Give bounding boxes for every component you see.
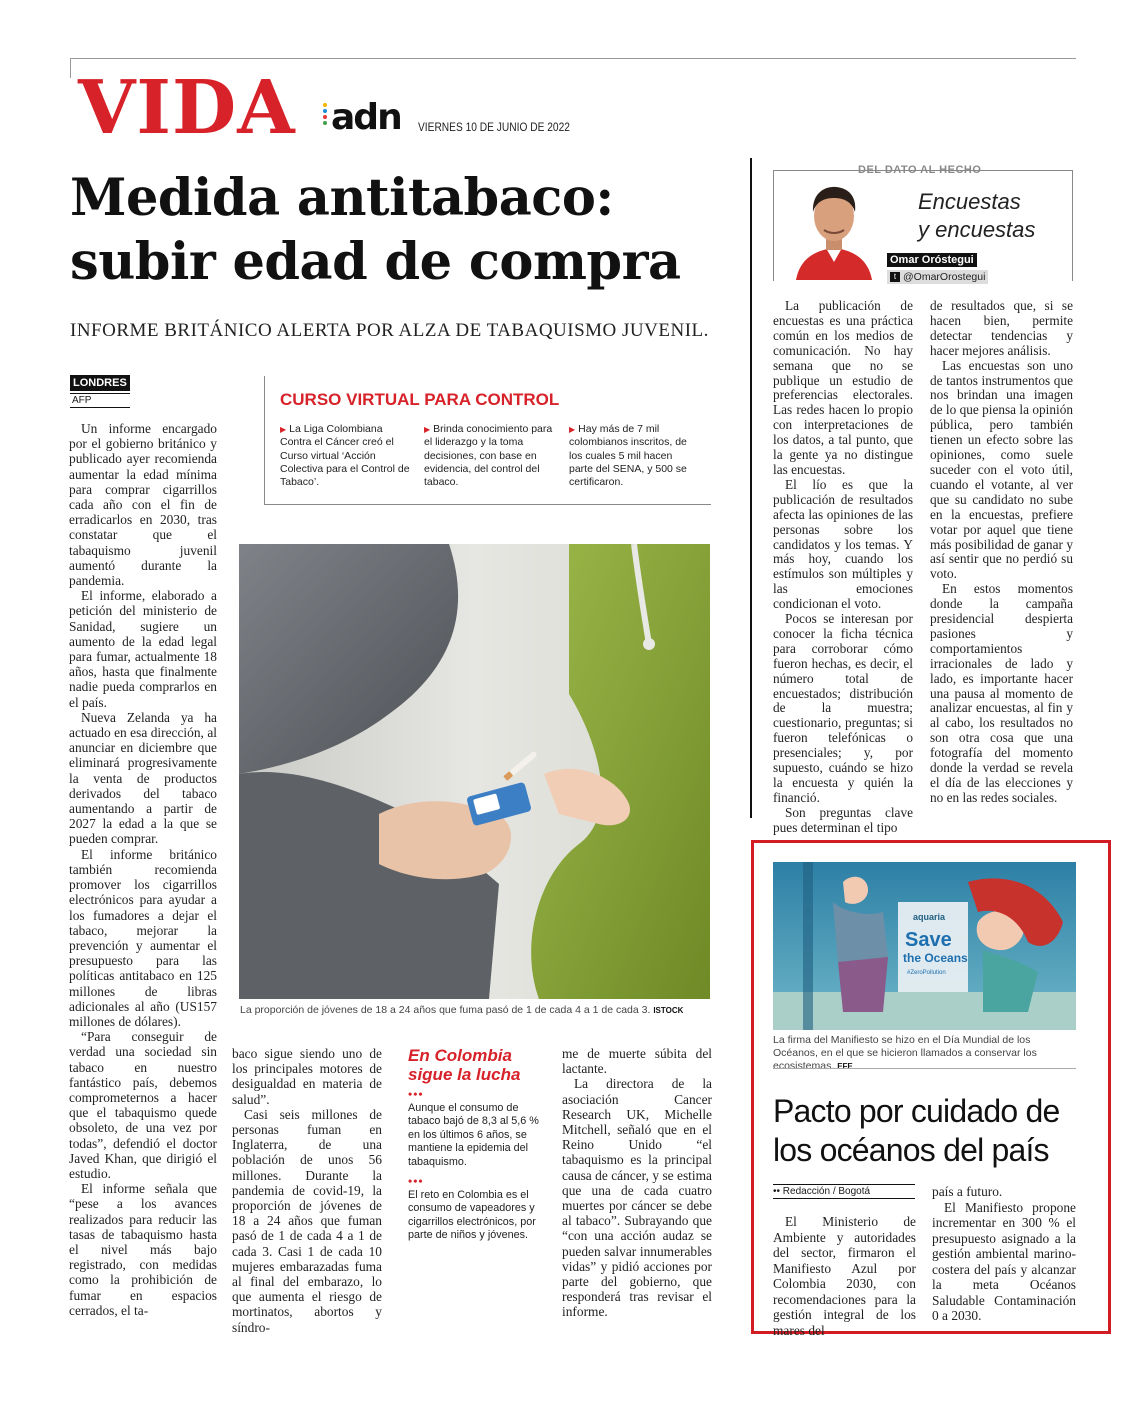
paragraph: Casi seis millones de personas fuman en Inglaterra, de una población de unos 56 millones. Durante la pandemia de covid-19, la proporción de jóvenes de 18 a 24 años que fuman pasó de 1 de cada 4 a 1 de cada 3. Casi 1 de cada 10 mujeres embarazadas fuma al final del embarazo, lo que aumenta el riesgo de mortinatos, abortos y síndro- [232,1106,382,1335]
colombia-sidebar [408,1046,546,1249]
curso-bullet: ▶ Brinda conocimiento para el liderazgo y la toma decisiones, con base en evidencia, del control del tabaco. [424,423,553,489]
author-photo [786,176,882,280]
triangle-bullet-icon: ▶ [280,425,287,434]
colombia-title-2: sigue la lucha [408,1065,521,1084]
opinion-divider [750,158,752,818]
curso-box-title: CURSO VIRTUAL PARA CONTROL [280,390,560,409]
paragraph: El lío es que la publicación de resultados afecta las opiniones de las personas sobre los candidatos y los temas. Y más hoy, cuando los estímulos son múltiples y las emociones condicionan el voto. [773,476,913,612]
dots-separator: ••• [408,1174,424,1189]
paragraph: El informe señala que “pese a los avances realizados para reducir las tasas de tabaquismo hasta el nivel más bajo registrado, con medidas como la prohibición de fumar en espacios cerrados, el ta- [69,1181,217,1318]
sign-tag: #ZeroPollution [907,970,946,976]
curso-bullet: ▶ La Liga Colombiana Contra el Cáncer creó el Curso virtual ‘Acción Colectiva para el Control de Tabaco’. [280,423,410,489]
article-column-3 [562,1046,712,1320]
paragraph: El informe, elaborado a petición del ministerio de Sanidad, sugiere un aumento de la edad legal para fumar, actualmente 18 años, hasta que finalmente nadie pueda comprarlos en el país. [69,588,217,710]
adn-logo: adn [331,97,401,138]
oceans-caption: La firma del Manifiesto se hizo en el Día Mundial de los Océanos, en el que se hicieron llamados a conservar los ecosistemas. EFE [773,1034,1037,1072]
opinion-section-label: DEL DATO AL HECHO [858,164,982,176]
paragraph: La publicación de encuestas es una práctica común en los medios de comunicación. No hay semana que no se publique un estudio de preferencias electorales. Las redes hacen lo propio con interpretaciones de los datos, a tal punto, que la gente ya no distingue las encuestas. [773,298,913,477]
pacto-column-1 [773,1214,916,1338]
sign-brand: aquaria [913,912,946,922]
news-agency: AFP [70,393,130,408]
issue-date: VIERNES 10 DE JUNIO DE 2022 [418,120,570,134]
top-rule-corner [70,58,71,78]
dots-separator: ••• [408,1087,424,1101]
paragraph: de resultados que, si se hacen bien, permite detectar tendencias y hacer mejores análisis. [930,298,1073,358]
pacto-headline: Pacto por cuidado de los océanos del país [773,1093,1060,1168]
author-handle: t @OmarOrostegui [887,270,988,284]
article-photo-cigarettes [239,544,710,999]
headline-line-1: Medida antitabaco: [70,168,614,228]
photo-caption: La proporción de jóvenes de 18 a 24 años que fuma pasó de 1 de cada 4 a 1 de cada 3. ISTOCK [240,1004,684,1016]
paragraph: El informe británico también recomienda promover los cigarrillos electrónicos para ayudar a los fumadores a dejar el tabaco, mejorar la prevención y aumentar el presupuesto para las políticas antitabaco en 125 millones de libras adicionales al año (US157 millones de dólares). [69,846,217,1029]
opinion-column-1 [773,299,913,836]
main-headline [70,166,750,294]
article-kicker: INFORME BRITÁNICO ALERTA POR ALZA DE TABAQUISMO JUVENIL. [70,320,709,341]
triangle-bullet-icon: ▶ [569,425,576,434]
opinion-title: Encuestas y encuestas [918,189,1036,242]
article-column-1 [69,421,217,1318]
caption-rule [773,1068,1076,1069]
sign-line-1: Save [905,929,952,951]
logo-dots [323,103,329,127]
paragraph: país a futuro. [932,1184,1003,1199]
top-rule [70,58,1076,59]
paragraph: Las encuestas son uno de tantos instrumentos que nos brindan una imagen de lo que piensa la opinión pública, pero también tienen un efecto sobre las opiniones, como suele suceder con el voto útil, cuando el votante, al ver que su candidato no sube en la encuestas, prefiere votar por aquel que tiene más posibilidad de ganar y así sentir que no perdió su voto. [930,357,1073,582]
section-title: VIDA [78,65,296,151]
paragraph: En estos momentos donde la campaña presidencial despierta pasiones y comportamientos irracionales de lado y lado, es importante hacer una pausa al momento de analizar encuestas, al fin y al cabo, los resultados no son otra cosa que una fotografía del momento donde la verdad se revela el día de las elecciones y no en las redes sociales. [930,581,1073,805]
author-name: Omar Oróstegui [887,253,977,267]
paragraph: Pocos se interesan por conocer la ficha técnica para corroborar cómo fueron hechas, es decir, el número total de encuestados; distribución de la muestra; cuestionario, preguntas; si fueron telefónicas o presenciales; y, por supuesto, cuándo se hizo la encuesta y quién la financió. [773,611,913,805]
dateline-place: LONDRES [70,375,130,391]
colombia-item: El reto en Colombia es el consumo de vapeadores y cigarrillos electrónicos, por parte de niños y jóvenes. [408,1189,536,1242]
oceans-photo [773,862,1076,1030]
sign-line-2: the Oceans [903,951,968,965]
paragraph: Nueva Zelanda ya ha actuado en esa dirección, al anunciar en diciembre que eliminará progresivamente la venta de productos derivados del tabaco aumentando a partir de 2027 la edad a la que se pueden comprar. [69,709,217,847]
paragraph: “Para conseguir de verdad una sociedad sin tabaco en nuestro fantástico país, debemos comprometernos a hacer que el tabaquismo quede obsoleto, de una vez por todas”, defendió el doctor Javed Khan, que dirigió el estudio. [69,1029,217,1181]
curso-bullet: ▶ Hay más de 7 mil colombianos inscritos, de los cuales 5 mil hacen parte del SENA, y 500 se certificaron. [569,423,687,489]
paragraph: El Ministerio de Ambiente y autoridades del sector, firmaron el Manifiesto Azul por Colombia 2030, con recomendaciones para la gestión integral de los mares del [773,1214,916,1338]
pacto-column-2 [932,1184,1076,1324]
photo-illustration [773,862,1076,1030]
photo-credit: ISTOCK [653,1006,684,1015]
photo-illustration [239,544,710,999]
opinion-column-2 [930,299,1073,806]
photo-credit: EFE [837,1062,853,1071]
paragraph: El Manifiesto propone incrementar en 300 % el presupuesto asignado a la gestión ambiental marino-costera del país y alcanzar la meta Océanos Saludable Contaminación 0 a 2030. [932,1199,1076,1323]
twitter-icon: t [890,272,900,282]
article-column-2 [232,1046,382,1335]
headline-line-2: subir edad de compra [70,232,681,292]
byline-dots: •• [773,1186,781,1197]
paragraph: me de muerte súbita del lactante. [562,1046,712,1077]
paragraph: baco sigue siendo uno de los principales motores de desigualdad en materia de salud”. [232,1046,382,1107]
triangle-bullet-icon: ▶ [424,425,431,434]
paragraph: Son preguntas clave pues determinan el tipo [773,804,913,835]
paragraph: Un informe encargado por el gobierno británico y publicado ayer recomienda aumentar la edad mínima para comprar cigarrillos cada año con el fin de erradicarlos en 2030, tras constatar que el tabaquismo juvenil aumentó durante la pandemia. [69,421,217,589]
paragraph: La directora de la asociación Cancer Research UK, Michelle Mitchell, señaló que en el Reino Unido “el tabaquismo es la principal causa de cáncer, y se estima que una de cada cuatro muertes por cáncer se debe al tabaco”. Subrayando que “con una acción audaz se pueden salvar innumerables vidas” y pidió acciones por parte del gobierno, que responderá tras revisar el informe. [562,1076,712,1320]
author-portrait [786,176,882,280]
pacto-byline: •• Redacción / Bogotá [773,1184,915,1199]
colombia-item: Aunque el consumo de tabaco bajó de 8,3 al 5,6 % en los últimos 6 años, se mantiene la epidemia del tabaquismo. [408,1102,539,1168]
colombia-title-1: En Colombia [408,1046,512,1065]
